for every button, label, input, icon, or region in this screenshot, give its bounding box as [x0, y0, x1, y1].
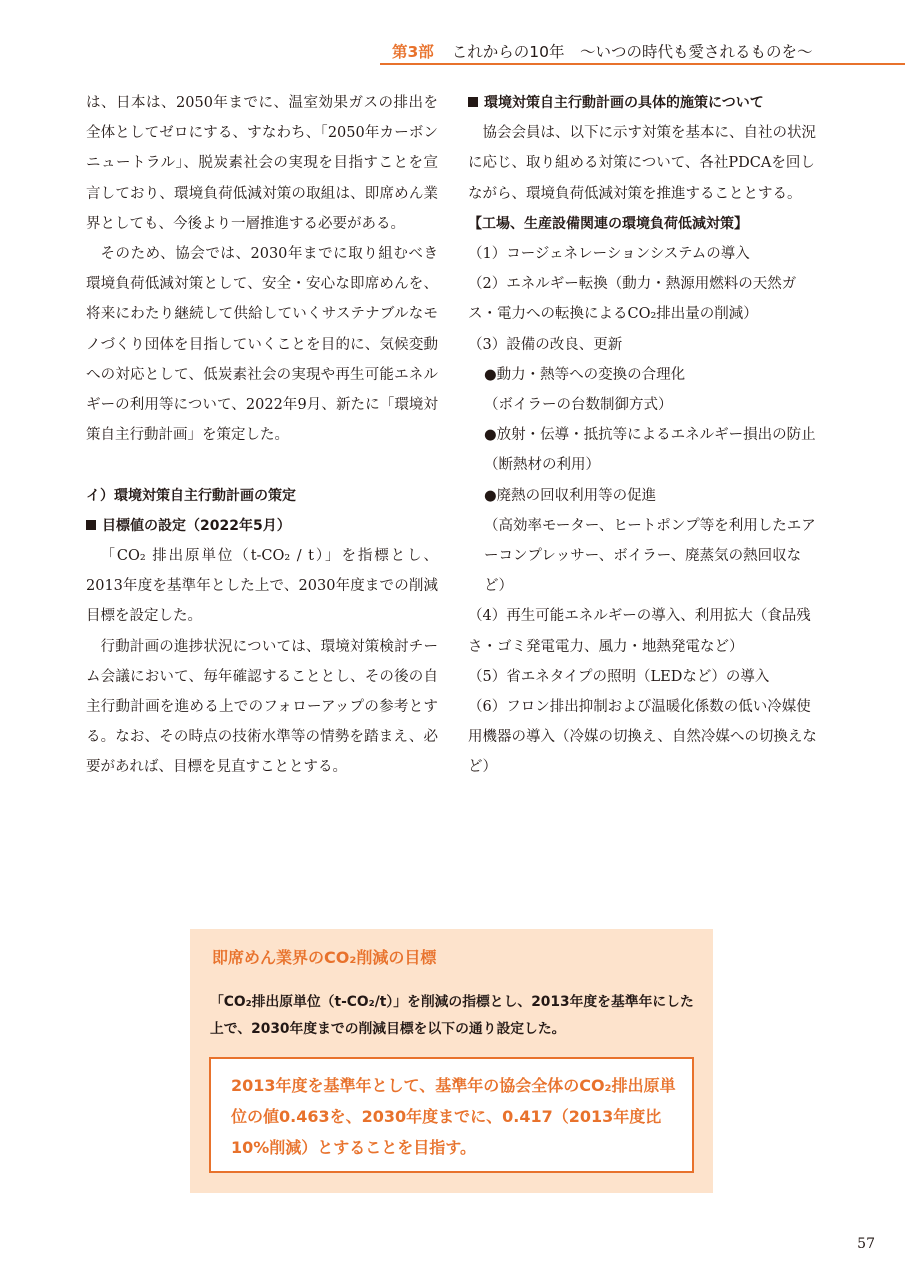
- list-item: （4）再生可能エネルギーの導入、利用拡大（食品残さ・ゴミ発電電力、風力・地熱発電など）: [468, 608, 811, 655]
- left-column: [86, 88, 438, 783]
- paragraph: 行動計画の進捗状況については、環境対策検討チーム会議において、毎年確認することとし、その後の自主行動計画を進める上でのフォローアップの参考とする。なお、その時点の技術水準等の情勢を踏まえ、必要があれば、目標を見直すこととする。: [86, 638, 438, 776]
- list-item: （5）省エネタイプの照明（LEDなど）の導入: [468, 668, 770, 685]
- part-title: これからの10年 ～いつの時代も愛されるものを～: [451, 43, 813, 61]
- bullet-detail: （高効率モーター、ヒートポンプ等を利用したエアーコンプレッサー、ボイラー、廃蒸気の熱回収など）: [484, 517, 816, 595]
- list-item: （1）コージェネレーションシステムの導入: [468, 246, 750, 263]
- paragraph: は、日本は、2050年までに、温室効果ガスの排出を全体としてゼロにする、すなわち、「2050年カーボンニュートラル」、脱炭素社会の実現を目指すことを宣言しており、環境負荷低減対策の取組は、即席めん業界としても、今後より一層推進する必要がある。: [86, 95, 438, 232]
- sub-heading-text: 目標値の設定（2022年5月）: [102, 517, 291, 534]
- part-label: 第3部: [392, 43, 434, 61]
- square-bullet-icon: [468, 97, 478, 107]
- header-rule: [380, 63, 905, 65]
- callout-title: 即席めん業界のCO₂削減の目標: [212, 948, 437, 967]
- category-heading: 【工場、生産設備関連の環境負荷低減対策】: [468, 215, 748, 232]
- paragraph: 「CO₂ 排出原単位（t-CO₂ / t）」を指標とし、2013年度を基準年とした上で、2030年度までの削減目標を設定した。: [86, 548, 438, 625]
- running-header: [392, 40, 813, 62]
- section-heading: イ）環境対策自主行動計画の策定: [86, 487, 296, 504]
- square-bullet-icon: [86, 520, 96, 530]
- list-item: （3）設備の改良、更新: [468, 336, 623, 353]
- measures-heading-text: 環境対策自主行動計画の具体的施策について: [484, 95, 764, 111]
- paragraph: 協会会員は、以下に示す対策を基本に、自社の状況に応じ、取り組める対策について、各社PDCAを回しながら、環境負荷低減対策を推進することとする。: [468, 125, 816, 202]
- bullet-item: ●廃熱の回収利用等の促進: [484, 487, 657, 504]
- sub-heading: [86, 511, 438, 541]
- bullet-item: ●動力・熱等への変換の合理化: [484, 366, 686, 383]
- bullet-detail: （ボイラーの台数制御方式）: [484, 397, 673, 414]
- measures-heading: [468, 88, 822, 118]
- target-text: 2013年度を基準年として、基準年の協会全体のCO₂排出原単位の値0.463を、2030年度までに、0.417（2013年度比10%削減）とすることを目指す。: [231, 1076, 676, 1157]
- bullet-detail: （断熱材の利用）: [484, 457, 600, 474]
- paragraph: そのため、協会では、2030年までに取り組むべき環境負荷低減対策として、安全・安心な即席めんを、将来にわたり継続して供給していくサステナブルなモノづくり団体を目指していくことを目的に、気候変動への対応として、低炭素社会の実現や再生可能エネルギーの利用等について、2022年9月、新たに「環境対策自主行動計画」を策定した。: [86, 246, 438, 444]
- page-number: 57: [857, 1236, 875, 1252]
- bullet-item: ●放射・伝導・抵抗等によるエネルギー損出の防止: [484, 427, 816, 444]
- co2-target-callout: [190, 929, 713, 1193]
- target-box: [209, 1057, 694, 1173]
- callout-description: 「CO₂排出原単位（t-CO₂/t）」を削減の指標とし、2013年度を基準年にした上で、2030年度までの削減目標を以下の通り設定した。: [210, 994, 694, 1037]
- list-item: （2）エネルギー転換（動力・熱源用燃料の天然ガス・電力への転換によるCO₂排出量の削減）: [468, 276, 797, 323]
- list-item: （6）フロン排出抑制および温暖化係数の低い冷媒使用機器の導入（冷媒の切換え、自然冷媒への切換えなど）: [468, 699, 817, 776]
- right-column: [468, 88, 822, 783]
